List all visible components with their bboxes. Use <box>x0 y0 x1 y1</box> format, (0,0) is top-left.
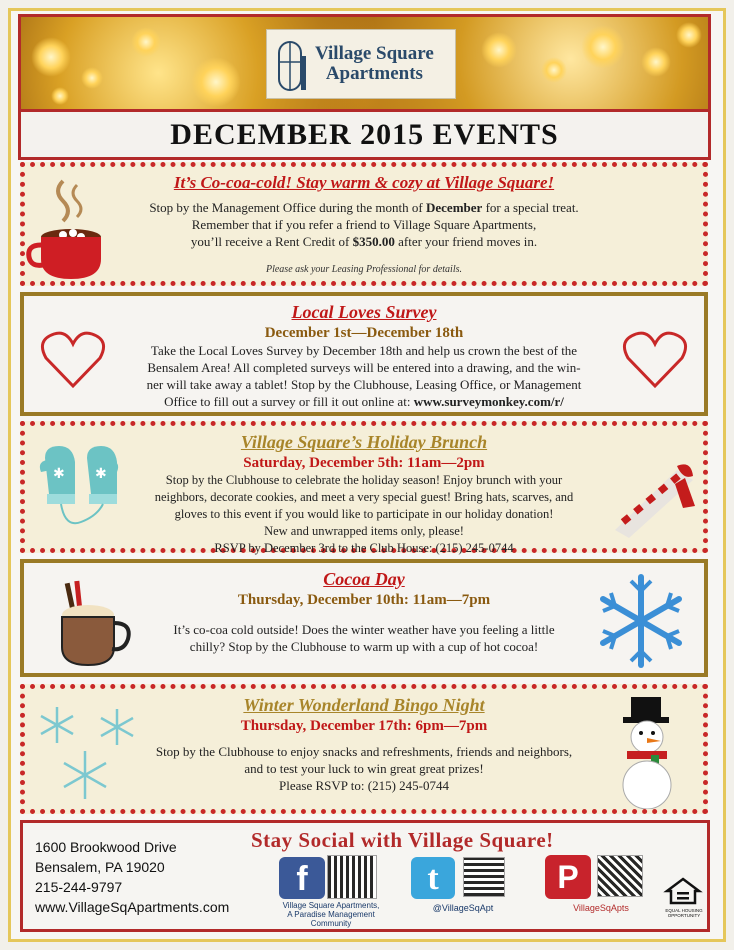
bingo-title: Winter Wonderland Bingo Night <box>243 695 485 715</box>
heart-right-icon <box>622 330 688 390</box>
twitter-icon: t <box>427 860 439 897</box>
survey-dates: December 1st—December 18th <box>264 325 464 341</box>
twitter-caption: @VillageSqApt <box>432 903 494 913</box>
phone-number: 215-244-9797 <box>35 879 123 895</box>
brunch-rsvp: RSVP by December 3rd to the Club House: (215) 245-0744 <box>214 541 514 555</box>
brunch-body3: gloves to this event if you would like to participate in our holiday donation! <box>174 507 554 521</box>
hot-cocoa-mug-icon <box>25 171 117 283</box>
brunch-body1: Stop by the Clubhouse to celebrate the holiday season! Enjoy brunch with your <box>165 473 563 487</box>
brunch-body4: New and unwrapped items only, please! <box>264 524 464 538</box>
address-line1: 1600 Brookwood Drive <box>35 839 177 855</box>
cocoa-day-body1: It’s co-coa cold outside! Does the winter weather have you feeling a little <box>173 622 555 637</box>
bingo-body1: Stop by the Clubhouse to enjoy snacks and refreshments, friends and neighbors, <box>155 744 573 759</box>
logo-line1: Village Square <box>315 43 434 64</box>
footer <box>20 820 710 932</box>
cocoa-day-body2: chilly? Stop by the Clubhouse to warm up with a cup of hot cocoa! <box>189 639 539 654</box>
survey-section <box>20 292 708 416</box>
survey-link[interactable]: www.surveymonkey.com/r/ <box>413 394 564 409</box>
snowflakes-icon <box>35 699 145 807</box>
bingo-section <box>20 684 708 814</box>
svg-text:✱: ✱ <box>53 466 65 482</box>
address-line2: Bensalem, PA 19020 <box>35 859 165 875</box>
bingo-when: Thursday, December 17th: 6pm—7pm <box>240 718 488 734</box>
pinterest-qr-code <box>597 855 643 897</box>
lamp-post-icon <box>275 36 309 92</box>
cocoa-promo-note: Please ask your Leasing Professional for details. <box>265 264 462 275</box>
facebook-caption1: Village Square Apartments, <box>282 901 380 910</box>
cocoa-promo-line3a: you’ll receive a Rent Credit of <box>190 234 353 249</box>
survey-body3: ner will take away a tablet! Stop by the Clubhouse, Leasing Office, or Management <box>146 377 582 392</box>
cocoa-day-title: Cocoa Day <box>323 569 405 589</box>
survey-body2: Bensalem Area! All completed surveys will be entered into a drawing, and the win- <box>147 360 581 375</box>
facebook-icon: f <box>296 860 308 898</box>
cocoa-promo-line2: Remember that if you refer a friend to Village Square Apartments, <box>191 217 537 232</box>
contact-block <box>35 837 229 917</box>
bingo-rsvp: Please RSVP to: (215) 245-0744 <box>279 778 449 793</box>
snowman-icon <box>611 693 683 809</box>
facebook-caption2: A Paradise Management Community <box>287 910 375 928</box>
cocoa-cup-icon <box>54 579 134 669</box>
scarf-icon <box>607 456 699 538</box>
cocoa-promo-line1c: for a special treat. <box>482 200 579 215</box>
brunch-section <box>20 421 708 553</box>
survey-title: Local Loves Survey <box>291 302 437 322</box>
heart-left-icon <box>40 330 106 390</box>
cocoa-day-when: Thursday, December 10th: 11am—7pm <box>237 592 491 608</box>
header-banner <box>18 14 711 160</box>
page-title: DECEMBER 2015 EVENTS <box>170 117 559 151</box>
twitter-link[interactable] <box>411 857 455 899</box>
snowflake-icon <box>596 571 686 671</box>
survey-body4: Office to fill out a survey or fill it out online at: <box>164 394 414 409</box>
website-link[interactable]: www.VillageSqApartments.com <box>35 899 230 915</box>
survey-body1: Take the Local Loves Survey by December 18th and help us crown the best of the <box>150 343 578 358</box>
pinterest-icon: P <box>557 859 579 895</box>
facebook-link[interactable] <box>279 857 325 899</box>
logo-line2: Apartments <box>325 63 423 84</box>
equal-housing-caption: EQUAL HOUSING OPPORTUNITY <box>665 908 703 918</box>
mittens-icon <box>39 444 123 530</box>
equal-housing-icon <box>663 877 703 907</box>
twitter-qr-code <box>463 857 505 897</box>
bingo-body2: and to test your luck to win great great prizes! <box>244 761 484 776</box>
social-title: Stay Social with Village Square! <box>251 828 554 852</box>
facebook-qr-code <box>327 855 377 899</box>
logo <box>266 29 456 99</box>
cocoa-day-section <box>20 559 708 677</box>
cocoa-promo-line3c: after your friend moves in. <box>394 234 538 249</box>
cocoa-promo-line1a: Stop by the Management Office during the month of <box>149 200 426 215</box>
pinterest-caption: VillageSqApts <box>573 903 629 913</box>
cocoa-promo-title: It’s Co-coa-cold! Stay warm & cozy at Village Square! <box>173 173 555 192</box>
pinterest-link[interactable] <box>545 855 591 899</box>
cocoa-promo-credit: $350.00 <box>352 234 395 249</box>
brunch-when: Saturday, December 5th: 11am—2pm <box>243 455 485 471</box>
cocoa-promo-month: December <box>426 200 483 215</box>
svg-text:✱: ✱ <box>95 466 107 482</box>
brunch-body2: neighbors, decorate cookies, and meet a very special guest! Bring hats, scarves, and <box>154 490 574 504</box>
brunch-title: Village Square’s Holiday Brunch <box>240 432 488 452</box>
cocoa-promo-section <box>20 162 708 286</box>
